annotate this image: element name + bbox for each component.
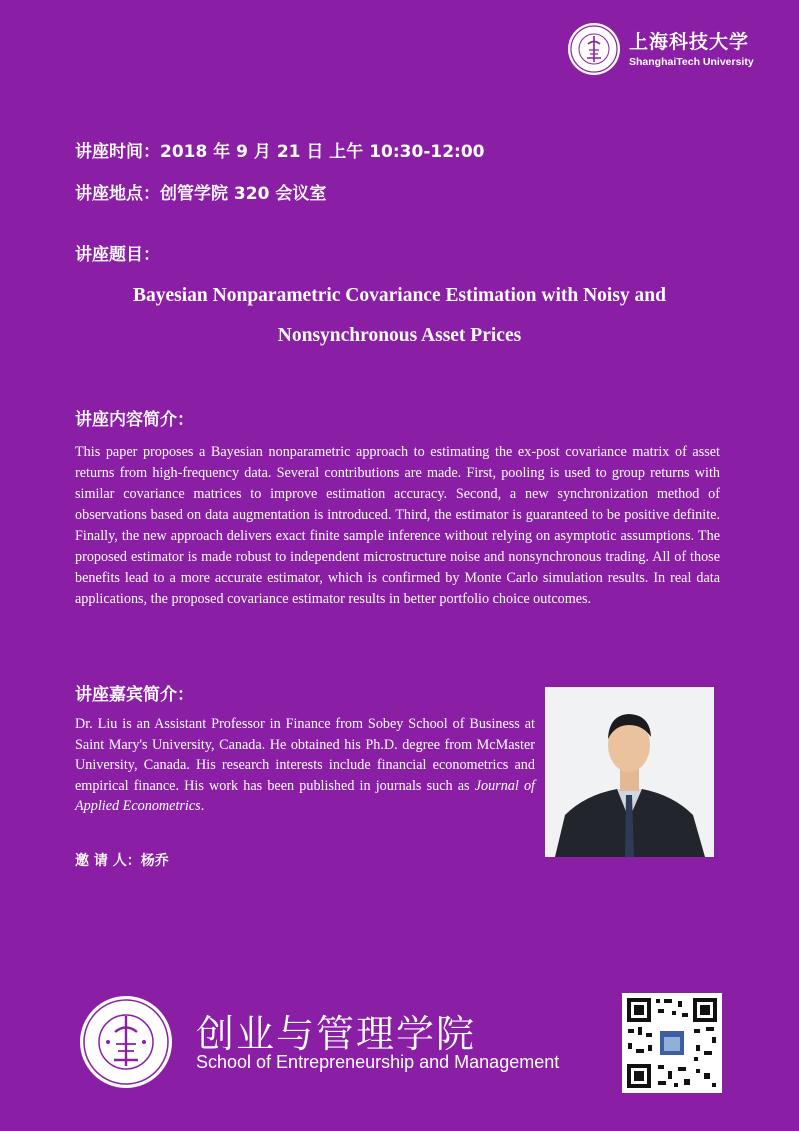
university-seal-icon xyxy=(567,22,621,76)
school-name-cn: 创业与管理学院 xyxy=(196,1012,477,1056)
inviter: 邀 请 人：杨乔 xyxy=(75,853,169,869)
abstract-text: This paper proposes a Bayesian nonparametric approach to estimating the ex-post covariance matrix of asset returns from high-frequency data. Several contributions are made. First, pooling is used to group returns with similar covariance matrices to improve estimation accuracy. Second, a new synchronization method of observations based on data augmentation is introduced. Third, the estimator is guaranteed to be positive definite. Finally, the new approach delivers exact finite sample inference without relying on asymptotic assumptions. The proposed estimator is made robust to independent microstructure noise and nonsynchronous trading. All of those benefits lead to a more accurate estimator, which is confirmed by Monte Carlo simulation results. In real data applications, the proposed covariance estimator results in better portfolio choice outcomes. xyxy=(75,444,720,607)
university-logo xyxy=(567,22,754,76)
speaker-photo xyxy=(545,687,714,857)
school-seal-icon xyxy=(78,994,174,1090)
bio-end: . xyxy=(200,798,205,814)
qr-code-icon xyxy=(622,993,722,1093)
university-name-cn: 上海科技大学 xyxy=(629,30,750,53)
bio-main: Dr. Liu is an Assistant Professor in Finance from Sobey School of Business at Saint Mary's University, Canada. He obtained his Ph.D. degree from McMaster University, Canada. His research interests include financial econometrics and empirical finance. His work has been published in journals such as xyxy=(75,716,535,794)
speaker-bio xyxy=(75,714,535,817)
lecture-title-line1: Bayesian Nonparametric Covariance Estimation with Noisy and xyxy=(133,285,666,306)
abstract-label: 讲座内容简介： xyxy=(75,410,194,430)
university-name-en: ShanghaiTech University xyxy=(629,55,754,68)
lecture-topic-label: 讲座题目： xyxy=(75,245,160,265)
school-name-en: School of Entrepreneurship and Management xyxy=(196,1052,560,1072)
bio-journal: Journal of Applied Econometrics xyxy=(75,777,535,814)
lecture-time: 讲座时间：2018 年 9 月 21 日 上午 10:30-12:00 xyxy=(75,142,485,162)
lecture-title-line2: Nonsynchronous Asset Prices xyxy=(277,325,522,346)
speaker-label: 讲座嘉宾简介： xyxy=(75,685,194,705)
lecture-location: 讲座地点：创管学院 320 会议室 xyxy=(75,184,327,204)
